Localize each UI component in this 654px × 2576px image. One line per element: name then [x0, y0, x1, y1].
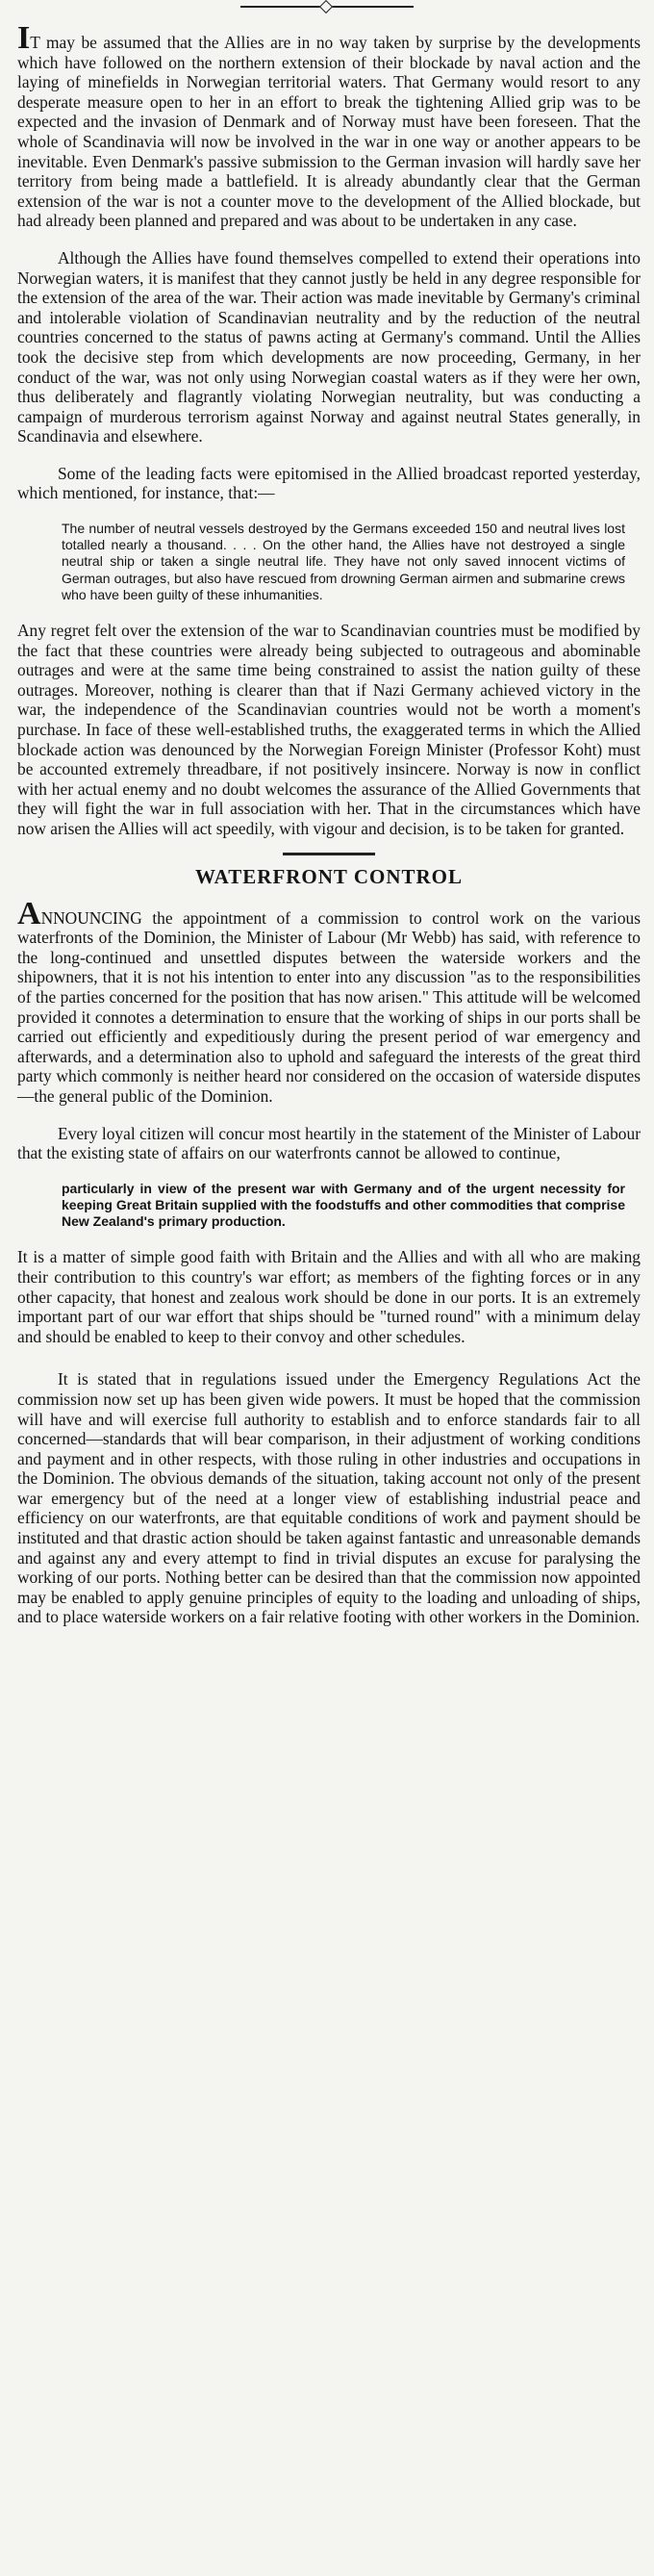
waterfront-paragraph-1: ANNOUNCING the appointment of a commission to control work on the various waterfronts of the Dominion, the Minister of Labour (Mr Webb) has said, with reference to the long-continued and unsettled disputes between the waterside workers and the shipowners, that it is not his intention to enter into any discussion "as to the responsibilities of the parties concerned for the position that has now arisen." This attitude will be welcomed provided it connotes a determination to ensure that the working of ships in our ports shall be carried out efficiently and expeditiously during the present period of war emergency and afterwards, and a determination also to uphold and safeguard the interests of the great third party which commonly is neither heard nor considered on the occasion of waterside disputes—the general public of the Dominion. [17, 895, 641, 1106]
editorial-article [17, 20, 641, 839]
editorial-paragraph-3: Some of the leading facts were epitomised in the Allied broadcast reported yesterday, which mentioned, for instance, that:— [17, 463, 641, 503]
waterfront-paragraph-4: It is stated that in regulations issued under the Emergency Regulations Act the commission now set up has been given wide powers. It must be hoped that the commission will have and will exercise full authority to establish and to enforce standards fair to all concerned—standards that will bear comparison, in their adjustment of working conditions and payment and in other respects, with those ruling in other industries and occupations in the Dominion. The obvious demands of the situation, taking account not only of the present war emergency but of the need at a longer view of establishing industrial peace and efficiency on our waterfronts, are that equitable conditions of work and payment should be instituted and that drastic action should be taken against fantastic and unreasonable demands and against any and every attempt to find in trivial disputes an excuse for paralysing the working of our ports. Nothing better can be desired than that the commission now appointed may be enabled to apply genuine principles of equity to the loading and unloading of ships, and to place waterside workers on a fair relative footing with other workers in the Dominion. [17, 1369, 641, 1627]
editorial-paragraph-1: IT may be assumed that the Allies are in no way taken by surprise by the developments which have followed on the northern extension of their blockade by naval action and the laying of minefields in Norwegian territorial waters. That Germany would resort to any desperate measure open to her in an effort to break the tightening Allied grip was to be expected and the invasion of Denmark and of Norway must have been foreseen. That the whole of Scandinavia will now be involved in the war in one way or another appears to be inevitable. Even Denmark's passive submission to the German invasion will hardly save her territory from being made a battlefield. It is already abundantly clear that the German extension of the war is not a counter move to the development of the Allied blockade, but had already been planned and prepared and was about to be undertaken in any case. [17, 20, 641, 231]
article-heading: WATERFRONT CONTROL [194, 864, 463, 888]
ornamental-rule [240, 6, 414, 8]
waterfront-paragraph-2: Every loyal citizen will concur most heartily in the statement of the Minister of Labour that the existing state of affairs on our waterfronts cannot be allowed to continue, [17, 1123, 641, 1163]
editorial-quote: The number of neutral vessels destroyed by the Germans exceeded 150 and neutral lives lost totalled nearly a thousand. . . . On the other hand, the Allies have not destroyed a single neutral ship or taken a single neutral life. They have not only saved innocent victims of German outrages, but also have rescued from drowning German airmen and submarine crews who have been guilty of these inhumanities. [62, 521, 625, 602]
waterfront-quote: particularly in view of the present war with Germany and of the urgent necessity for keeping Great Britain supplied with the foodstuffs and other commodities that comprise New Zealand's primary production. [62, 1180, 625, 1230]
editorial-paragraph-2: Although the Allies have found themselves compelled to extend their operations into Norwegian waters, it is manifest that they cannot justly be held in any degree responsible for the extension of the area of the war. Their action was made inevitable by Germany's criminal and intolerable violation of Scandinavian neutrality and by the reduction of the neutral countries concerned to the status of pawns acting at Germany's command. Until the Allies took the decisive step from which developments are now proceeding, Germany, in her conduct of the war, was not only using Norwegian coastal waters as if they were her own, thus deliberately and flagrantly violating Norwegian neutrality, but was conducting a campaign of murderous terrorism against Norway and against neutral States generally, in Scandinavia and elsewhere. [17, 247, 641, 446]
waterfront-article [17, 865, 641, 1627]
editorial-paragraph-4: Any regret felt over the extension of the war to Scandinavian countries must be modified by the fact that these countries were already being subjected to outrageous and abominable outrages and were at the same time being constrained to assist the nation guilty of these outrages. Moreover, nothing is clearer than that if Nazi Germany achieved victory in the war, the independence of the Scandinavian countries would not be worth a moment's purchase. In face of these well-established truths, the exaggerated terms in which the Allied blockade action was denounced by the Norwegian Foreign Minister (Professor Koht) must be accounted extremely threadbare, if not positively insincere. Norway is now in conflict with her actual enemy and no doubt welcomes the assurance of the Allied Governments that they will fight the war in full association with her. That in the circumstances which have now arisen the Allies will act speedily, with vigour and decision, is to be taken for granted. [17, 621, 641, 839]
section-divider [283, 853, 375, 855]
waterfront-paragraph-3: It is a matter of simple good faith with Britain and the Allies and with all who are making their contribution to this country's war effort; as members of the fighting forces or in any other capacity, that honest and zealous work should be done in our ports. It is an extremely important part of our war effort that ships should be "turned round" with a minimum delay and should be enabled to keep to their convoy and other schedules. [17, 1247, 641, 1346]
